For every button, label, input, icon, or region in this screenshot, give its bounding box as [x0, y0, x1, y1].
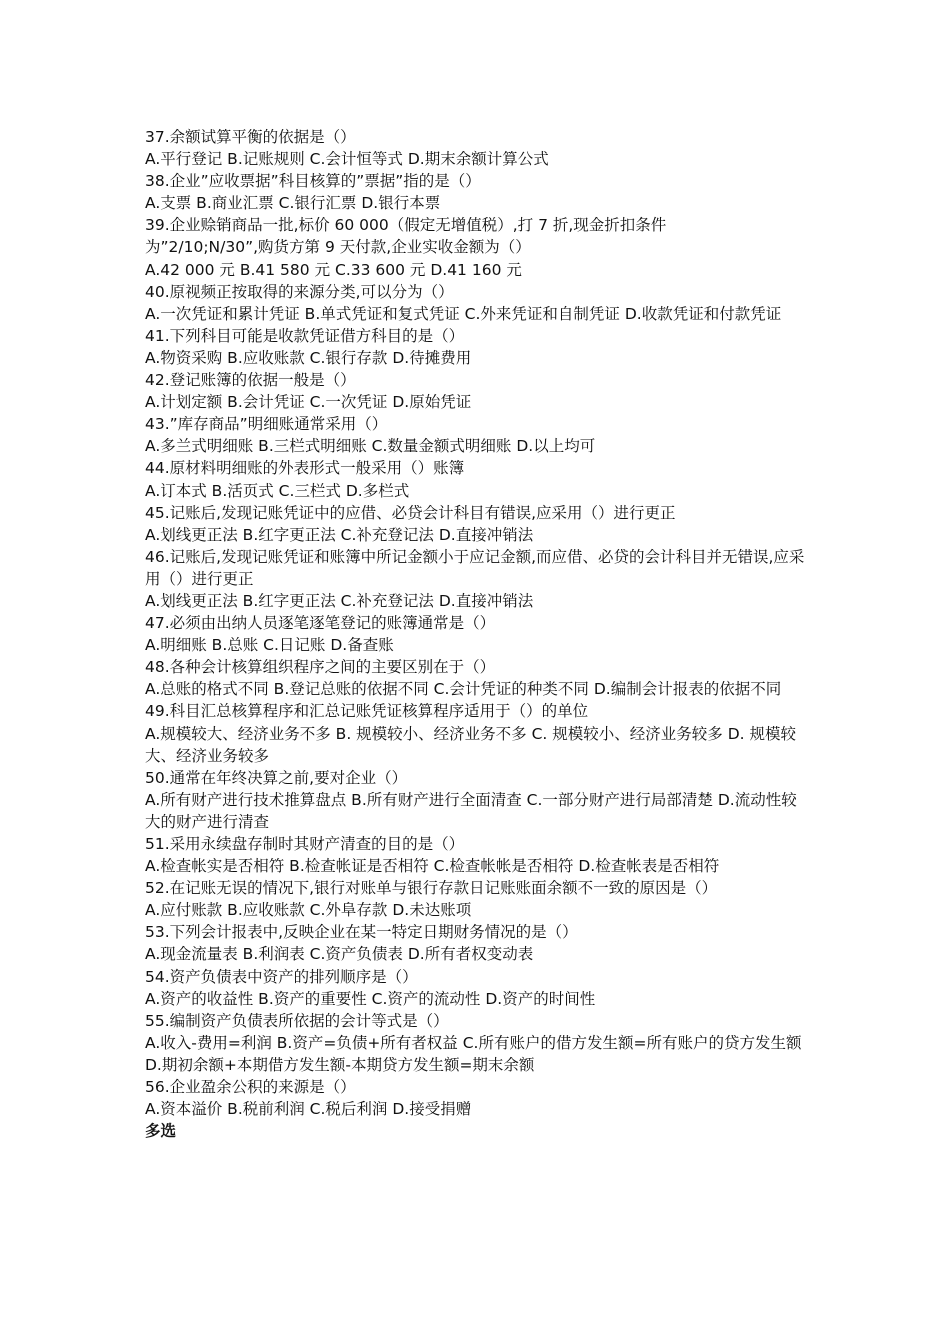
- options-55: A.收入-费用=利润 B.资产=负债+所有者权益 C.所有账户的借方发生额=所有账户的贷方发生额: [145, 1033, 802, 1052]
- question-38: 38.企业”应收票据”科目核算的”票据”指的是（）: [145, 172, 481, 191]
- question-49: 49.科目汇总核算程序和汇总记账凭证核算程序适用于（）的单位: [145, 702, 589, 721]
- question-52: 52.在记账无误的情况下,银行对账单与银行存款日记账账面余额不一致的原因是（）: [145, 879, 718, 898]
- question-47: 47.必须由出纳人员逐笔逐笔登记的账簿通常是（）: [145, 614, 496, 633]
- question-44: 44.原材料明细账的外表形式一般采用（）账簿: [145, 459, 465, 478]
- question-39: 39.企业赊销商品一批,标价 60 000（假定无增值税）,打 7 折,现金折扣条件: [145, 216, 667, 235]
- options-46: A.划线更正法 B.红字更正法 C.补充登记法 D.直接冲销法: [145, 591, 534, 610]
- options-52: A.应付账款 B.应收账款 C.外阜存款 D.未达账项: [145, 901, 472, 920]
- options-50: A.所有财产进行技术推算盘点 B.所有财产进行全面清查 C.一部分财产进行局部清楚 D.流动性较大的财产进行清查: [145, 790, 797, 831]
- question-41: 41.下列科目可能是收款凭证借方科目的是（）: [145, 326, 465, 345]
- options-49: A.规模较大、经济业务不多 B. 规模较小、经济业务不多 C. 规模较小、经济业务较多 D. 规模较大、经济业务较多: [145, 724, 796, 765]
- options-56: A.资本溢价 B.税前利润 C.税后利润 D.接受捐赠: [145, 1100, 472, 1119]
- question-50: 50.通常在年终决算之前,要对企业（）: [145, 768, 408, 787]
- options-45: A.划线更正法 B.红字更正法 C.补充登记法 D.直接冲销法: [145, 525, 534, 544]
- options-44: A.订本式 B.活页式 C.三栏式 D.多栏式: [145, 481, 410, 500]
- options-55-cont: D.期初余额+本期借方发生额-本期贷方发生额=期末余额: [145, 1055, 535, 1074]
- options-43: A.多兰式明细账 B.三栏式明细账 C.数量金额式明细账 D.以上均可: [145, 437, 596, 456]
- question-42: 42.登记账簿的依据一般是（）: [145, 371, 356, 390]
- question-54: 54.资产负债表中资产的排列顺序是（）: [145, 967, 418, 986]
- question-53: 53.下列会计报表中,反映企业在某一特定日期财务情况的是（）: [145, 923, 578, 942]
- question-46: 46.记账后,发现记账凭证和账簿中所记金额小于应记金额,而应借、必贷的会计科目并无错误,应采用（）进行更正: [145, 547, 805, 588]
- question-48: 48.各种会计核算组织程序之间的主要区别在于（）: [145, 658, 496, 677]
- question-39-cont: 为”2/10;N/30”,购货方第 9 天付款,企业实收金额为（）: [145, 238, 531, 257]
- options-53: A.现金流量表 B.利润表 C.资产负债表 D.所有者权变动表: [145, 945, 534, 964]
- options-40: A.一次凭证和累计凭证 B.单式凭证和复式凭证 C.外来凭证和自制凭证 D.收款凭证和付款凭证: [145, 304, 782, 323]
- question-45: 45.记账后,发现记账凭证中的应借、必贷会计科目有错误,应采用（）进行更正: [145, 503, 676, 522]
- options-41: A.物资采购 B.应收账款 C.银行存款 D.待摊费用: [145, 348, 472, 367]
- options-48: A.总账的格式不同 B.登记总账的依据不同 C.会计凭证的种类不同 D.编制会计报表的依据不同: [145, 680, 782, 699]
- question-55: 55.编制资产负债表所依据的会计等式是（）: [145, 1011, 449, 1030]
- options-39: A.42 000 元 B.41 580 元 C.33 600 元 D.41 160 元: [145, 260, 522, 279]
- section-title-multiple-choice: 多选: [145, 1122, 177, 1141]
- options-51: A.检查帐实是否相符 B.检查帐证是否相符 C.检查帐帐是否相符 D.检查帐表是否相符: [145, 857, 720, 876]
- options-38: A.支票 B.商业汇票 C.银行汇票 D.银行本票: [145, 194, 441, 213]
- options-54: A.资产的收益性 B.资产的重要性 C.资产的流动性 D.资产的时间性: [145, 989, 596, 1008]
- options-42: A.计划定额 B.会计凭证 C.一次凭证 D.原始凭证: [145, 393, 472, 412]
- question-37: 37.余额试算平衡的依据是（）: [145, 128, 356, 146]
- question-56: 56.企业盈余公积的来源是（）: [145, 1078, 356, 1097]
- question-43: 43.”库存商品”明细账通常采用（）: [145, 415, 388, 434]
- options-37: A.平行登记 B.记账规则 C.会计恒等式 D.期末余额计算公式: [145, 150, 549, 169]
- question-40: 40.原视频正按取得的来源分类,可以分为（）: [145, 282, 454, 301]
- question-51: 51.采用永续盘存制时其财产清查的目的是（）: [145, 835, 465, 853]
- options-47: A.明细账 B.总账 C.日记账 D.备查账: [145, 636, 394, 655]
- document-body: [145, 126, 810, 1142]
